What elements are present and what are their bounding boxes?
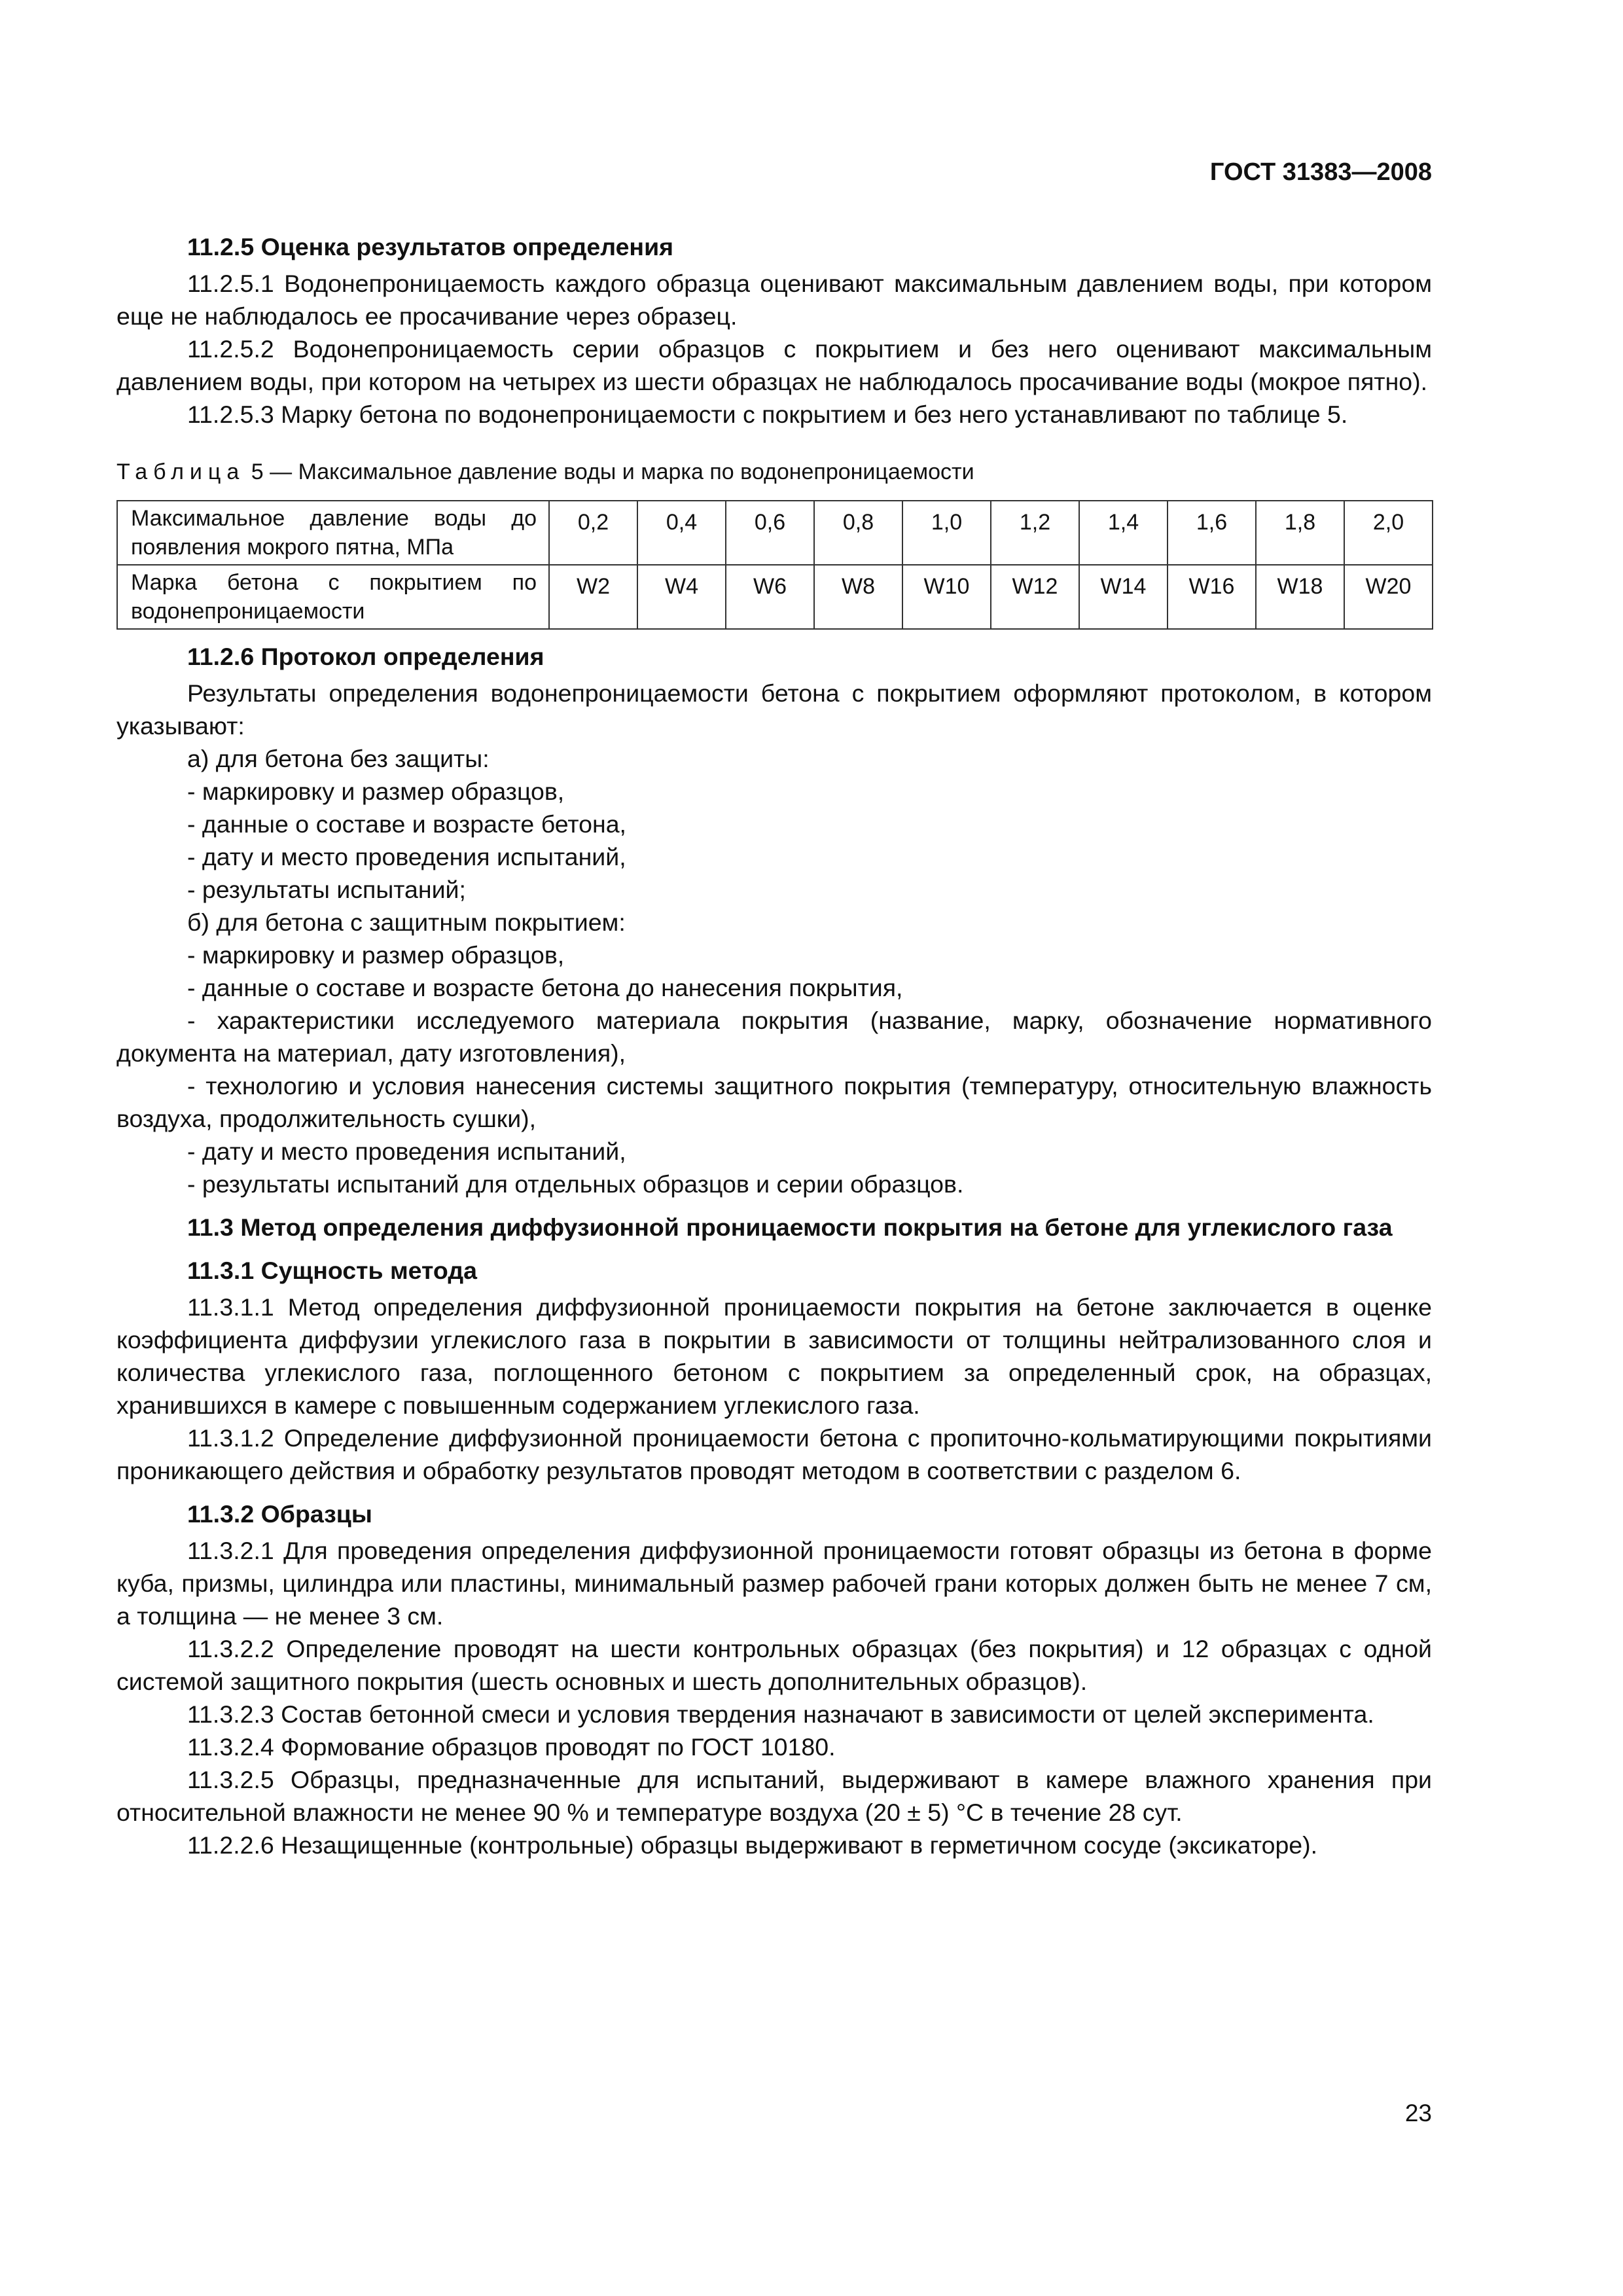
table-cell: W18	[1256, 565, 1344, 629]
section-heading-11-2-5: 11.2.5 Оценка результатов определения	[187, 233, 674, 260]
list-item: - маркировку и размер образцов,	[187, 941, 565, 969]
table-row-grade	[117, 565, 1433, 629]
paragraph-11-3-2-3: 11.3.2.3 Состав бетонной смеси и условия твердения назначают в зависимости от целей эксперимента.	[187, 1700, 1374, 1728]
table-caption	[116, 456, 1432, 488]
paragraph-11-3-1-1: 11.3.1.1 Метод определения диффузионной проницаемости покрытия на бетоне заключается в оценке коэффициента диффузии углекислого газа в покрытии в зависимости от толщины нейтрализованного слоя и количества углекислого газа, поглощенного бетоном с покрытием за определенный срок, на образцах, хранившихся в камере с повышенным содержанием углекислого газа.	[116, 1293, 1432, 1419]
table-cell: 2,0	[1344, 501, 1433, 565]
table-cell: 1,4	[1079, 501, 1168, 565]
list-item: - результаты испытаний;	[187, 876, 466, 903]
table-cell: 1,8	[1256, 501, 1344, 565]
page-number: 23	[1404, 2100, 1432, 2126]
section-heading-11-3-1: 11.3.1 Сущность метода	[187, 1257, 477, 1284]
protocol-intro: Результаты определения водонепроницаемости бетона с покрытием оформляют протоколом, в котором указывают:	[116, 679, 1432, 740]
paragraph-11-2-5-2: 11.2.5.2 Водонепроницаемость серии образцов с покрытием и без него оценивают максимальным давлением воды, при котором на четырех из шести образцах не наблюдалось просачивание воды (мокрое пятно).	[116, 335, 1432, 395]
table-5	[116, 500, 1433, 630]
paragraph-11-2-5-1: 11.2.5.1 Водонепроницаемость каждого образца оценивают максимальным давлением воды, при котором еще не наблюдалось ее просачивание через образец.	[116, 270, 1432, 330]
table-cell: W14	[1079, 565, 1168, 629]
table-cell: W2	[549, 565, 637, 629]
list-item: - характеристики исследуемого материала покрытия (название, марку, обозначение нормативного документа на материал, дату изготовления),	[116, 1007, 1432, 1067]
paragraph-11-3-2-1: 11.3.2.1 Для проведения определения диффузионной проницаемости готовят образцы из бетона в форме куба, призмы, цилиндра или пластины, минимальный размер рабочей грани которых должен быть не менее 7 см, а толщина — не менее 3 см.	[116, 1537, 1432, 1630]
list-label-a: а) для бетона без защиты:	[187, 745, 490, 772]
table-cell: 0,6	[726, 501, 814, 565]
list-item: - результаты испытаний для отдельных образцов и серии образцов.	[187, 1170, 964, 1198]
paragraph-11-3-2-5: 11.3.2.5 Образцы, предназначенные для испытаний, выдерживают в камере влажного хранения при относительной влажности не менее 90 % и температуре воздуха (20 ± 5) °С в течение 28 сут.	[116, 1766, 1432, 1826]
paragraph-11-3-1-2: 11.3.1.2 Определение диффузионной проницаемости бетона с пропиточно-кольматирующими покрытиями проникающего действия и обработку результатов проводят методом в соответствии с разделом 6.	[116, 1424, 1432, 1484]
list-item: - маркировку и размер образцов,	[187, 778, 565, 805]
table-cell: W16	[1168, 565, 1256, 629]
table-caption-prefix: Таблица	[116, 459, 245, 484]
table-cell: 1,6	[1168, 501, 1256, 565]
table-row-label: Марка бетона с покрытием по водонепроницаемости	[117, 565, 549, 629]
section-heading-11-3-2: 11.3.2 Образцы	[187, 1500, 372, 1528]
list-item: - данные о составе и возрасте бетона до нанесения покрытия,	[187, 974, 903, 1001]
table-cell: W12	[991, 565, 1079, 629]
list-item: - дату и место проведения испытаний,	[187, 1138, 626, 1165]
table-row-label: Максимальное давление воды до появления мокрого пятна, МПа	[117, 501, 549, 565]
table-cell: 1,0	[902, 501, 991, 565]
document-code: ГОСТ 31383—2008	[1209, 158, 1432, 186]
table-caption-text: 5 — Максимальное давление воды и марка по водонепроницаемости	[251, 459, 974, 484]
table-cell: W8	[814, 565, 902, 629]
paragraph-11-2-2-6: 11.2.2.6 Незащищенные (контрольные) образцы выдерживают в герметичном сосуде (эксикаторе).	[187, 1831, 1318, 1859]
paragraph-11-3-2-2: 11.3.2.2 Определение проводят на шести контрольных образцах (без покрытия) и 12 образцах с одной системой защитного покрытия (шесть основных и шесть дополнительных образцов).	[116, 1635, 1432, 1695]
table-cell: W20	[1344, 565, 1433, 629]
paragraph-11-2-5-3: 11.2.5.3 Марку бетона по водонепроницаемости с покрытием и без него устанавливают по таблице 5.	[187, 401, 1348, 428]
table-cell: W6	[726, 565, 814, 629]
list-label-b: б) для бетона с защитным покрытием:	[187, 908, 626, 936]
paragraph-11-3-2-4: 11.3.2.4 Формование образцов проводят по ГОСТ 10180.	[187, 1733, 836, 1761]
section-heading-11-3: 11.3 Метод определения диффузионной проницаемости покрытия на бетоне для углекислого газа	[187, 1213, 1393, 1241]
table-cell: W10	[902, 565, 991, 629]
table-cell: 0,8	[814, 501, 902, 565]
list-item: - данные о составе и возрасте бетона,	[187, 810, 626, 838]
table-cell: 0,4	[637, 501, 726, 565]
table-cell: 0,2	[549, 501, 637, 565]
table-row-pressure	[117, 501, 1433, 565]
table-cell: 1,2	[991, 501, 1079, 565]
section-heading-11-2-6: 11.2.6 Протокол определения	[187, 643, 544, 670]
list-item: - технологию и условия нанесения системы защитного покрытия (температуру, относительную влажность воздуха, продолжительность сушки),	[116, 1072, 1432, 1132]
list-item: - дату и место проведения испытаний,	[187, 843, 626, 870]
table-cell: W4	[637, 565, 726, 629]
document-body	[116, 230, 1432, 1861]
document-page	[116, 0, 1432, 2296]
